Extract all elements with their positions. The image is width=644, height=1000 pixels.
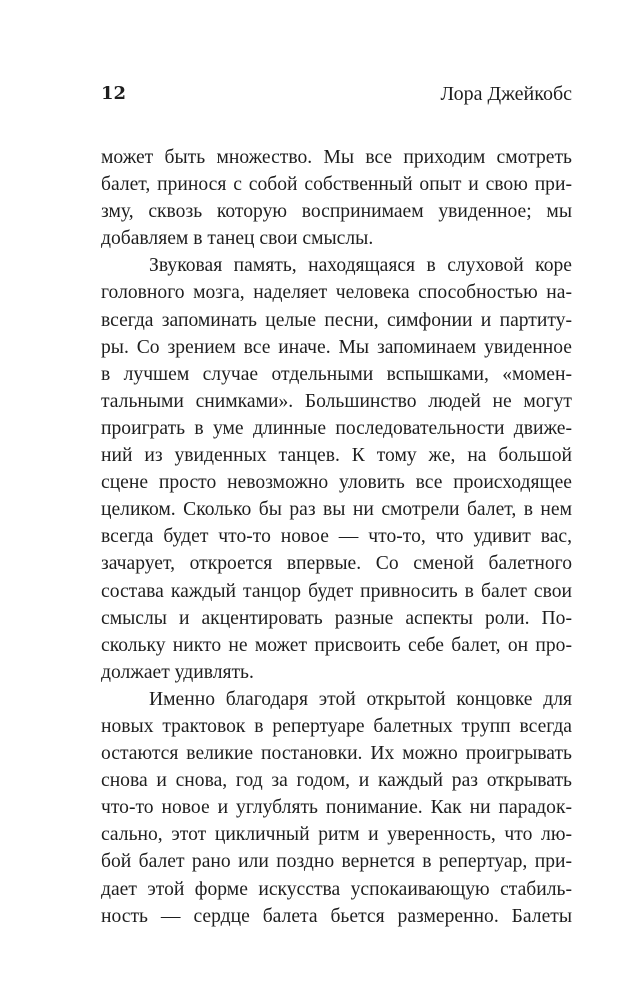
paragraph-2 [101,252,572,686]
text-line: бой балет рано или поздно вернется в репертуар, при- [101,851,572,873]
text-line: всегда будет что-то новое — что-то, что удивит вас, [101,526,572,548]
body-text [101,144,572,930]
text-line: зму, сквозь которую воспринимаем увиденное; мы [101,201,572,223]
text-line: дает этой форме искусства успокаивающую стабиль- [101,878,572,900]
running-head-author: Лора Джейкобс [440,83,572,105]
text-line: новых трактовок в репертуаре балетных трупп всегда [101,715,572,737]
text-line: что-то новое и углублять понимание. Как ни парадок- [101,797,572,819]
text-line: остаются великие постановки. Их можно проигрывать [101,743,572,765]
text-line: смыслы и акцентировать разные аспекты роли. По- [101,607,572,629]
running-head [101,80,572,108]
text-line: головного мозга, наделяет человека способностью на- [101,282,572,304]
text-line: снова и снова, год за годом, и каждый раз открывать [101,770,572,792]
text-line: всегда запоминать целые песни, симфонии и партиту- [101,309,572,331]
text-line: в лучшем случае отдельными вспышками, «момен- [101,363,572,385]
paragraph-1 [101,144,572,252]
text-line: Звуковая память, находящаяся в слуховой коре [149,255,572,277]
text-line: может быть множество. Мы все приходим смотреть [101,147,572,168]
text-line: добавляем в танец свои смыслы. [101,228,374,250]
text-line: сцене просто невозможно уловить все происходящее [101,472,572,494]
page-number: 12 [101,83,127,104]
text-line: целиком. Сколько бы раз вы ни смотрели балет, в нем [101,499,572,521]
text-line: ры. Со зрением все иначе. Мы запоминаем увиденное [101,336,572,358]
text-line: сально, этот цикличный ритм и уверенность, что лю- [101,824,572,846]
text-line: балет, принося с собой собственный опыт и свою при- [101,174,572,196]
text-line: тальными снимками». Большинство людей не могут [101,390,572,412]
text-line: должает удивлять. [101,661,254,683]
text-line: Именно благодаря этой открытой концовке для [149,688,572,710]
text-line: ний из увиденных танцев. К тому же, на большой [101,445,572,467]
text-line: зачарует, откроется впервые. Со сменой балетного [101,553,572,575]
text-line: ность — сердце балета бьется размеренно. Балеты [101,905,572,927]
text-line: состава каждый танцор будет привносить в балет свои [101,580,572,602]
paragraph-3 [101,686,572,930]
text-line: проиграть в уме длинные последовательности движе- [101,417,572,439]
text-line: скольку никто не может присвоить себе балет, он про- [101,634,572,656]
